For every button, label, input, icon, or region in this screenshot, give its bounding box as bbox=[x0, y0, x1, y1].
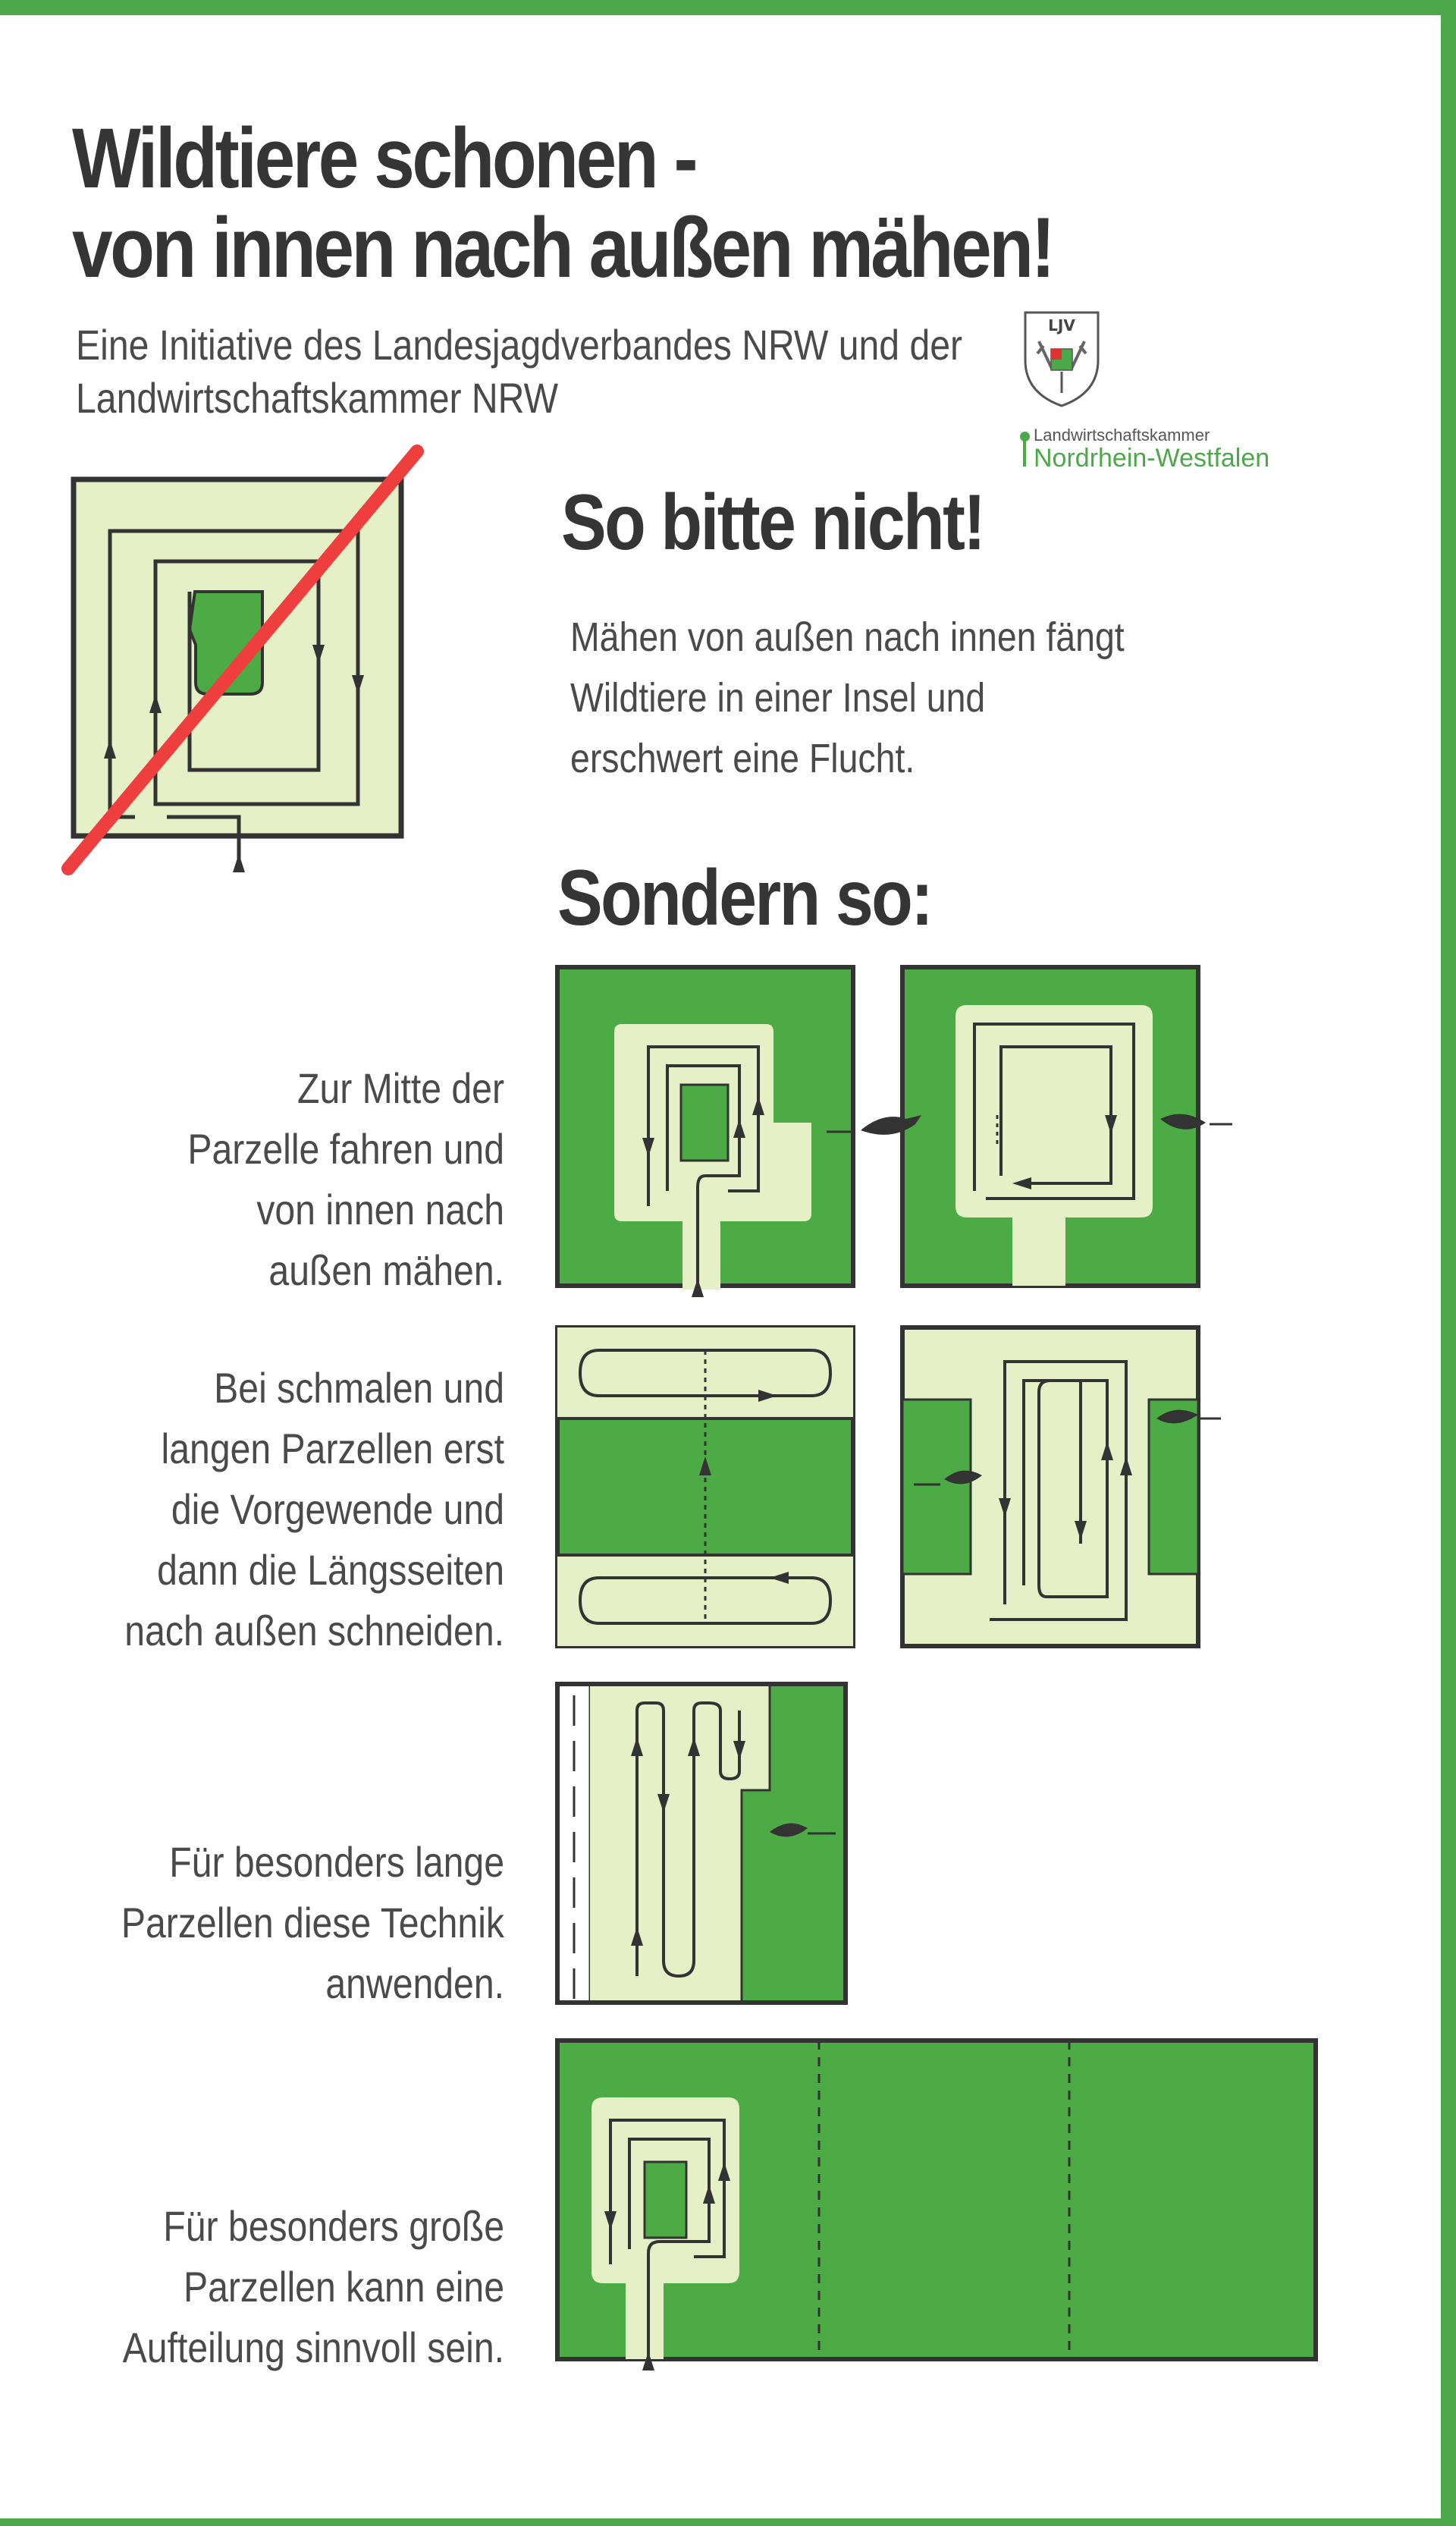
diagram-narrow-2 bbox=[899, 1324, 1240, 1650]
diagram-inner-out-1 bbox=[554, 963, 864, 1312]
instruction-2-line-1: Bei schmalen und bbox=[214, 1364, 504, 1412]
title-line-1: Wildtiere schonen - bbox=[72, 111, 696, 206]
wrong-description bbox=[570, 607, 1222, 789]
subtitle-line-1: Eine Initiative des Landesjagdverbandes NRW und der bbox=[76, 321, 963, 369]
instruction-1-line-2: Parzelle fahren und bbox=[187, 1125, 504, 1173]
wrong-mowing-diagram bbox=[46, 448, 425, 888]
subtitle-line-2: Landwirtschaftskammer NRW bbox=[76, 374, 559, 422]
instruction-3-line-1: Für besonders lange bbox=[169, 1838, 505, 1886]
lwk-logo bbox=[1020, 421, 1323, 474]
diagram-large-division bbox=[554, 2037, 1323, 2386]
instruction-3-line-3: anwenden. bbox=[325, 1959, 504, 2007]
instruction-4 bbox=[0, 2196, 504, 2378]
bottom-border bbox=[0, 2518, 1456, 2526]
diagram-inner-out-2 bbox=[899, 963, 1240, 1312]
instruction-2-line-5: nach außen schneiden. bbox=[124, 1607, 505, 1654]
lwk-line-2: Nordrhein-Westfalen bbox=[1034, 444, 1270, 473]
ljv-crest-icon bbox=[1016, 303, 1107, 410]
wrong-line-2: Wildtiere in einer Insel und bbox=[570, 675, 986, 721]
top-border bbox=[0, 0, 1456, 15]
instruction-1-line-3: von innen nach bbox=[256, 1186, 504, 1233]
instruction-4-line-2: Parzellen kann eine bbox=[183, 2263, 504, 2311]
lwk-line-1: Landwirtschaftskammer bbox=[1034, 426, 1210, 445]
diagram-long-technique bbox=[554, 1680, 872, 2006]
right-heading: Sondern so: bbox=[557, 854, 932, 942]
page-title bbox=[72, 111, 1053, 295]
diagram-narrow-1 bbox=[554, 1324, 864, 1650]
instruction-3-line-2: Parzellen diese Technik bbox=[121, 1899, 504, 1946]
instruction-1-line-1: Zur Mitte der bbox=[297, 1064, 504, 1112]
title-line-2: von innen nach außen mähen! bbox=[72, 200, 1053, 295]
instruction-2-line-4: dann die Längsseiten bbox=[157, 1546, 504, 1594]
instruction-1-line-4: außen mähen. bbox=[268, 1246, 504, 1294]
ljv-label: LJV bbox=[1048, 316, 1075, 335]
subtitle bbox=[76, 319, 989, 425]
instruction-3 bbox=[0, 1832, 504, 2014]
instruction-4-line-3: Aufteilung sinnvoll sein. bbox=[122, 2323, 504, 2371]
instruction-1 bbox=[48, 1058, 504, 1301]
instruction-2-line-3: die Vorgewende und bbox=[171, 1485, 504, 1533]
right-border bbox=[1441, 0, 1456, 2526]
instruction-2-line-2: langen Parzellen erst bbox=[161, 1425, 504, 1472]
wrong-line-3: erschwert eine Flucht. bbox=[570, 736, 915, 781]
wrong-heading: So bitte nicht! bbox=[561, 479, 984, 567]
instruction-2 bbox=[0, 1358, 504, 1661]
instruction-4-line-1: Für besonders große bbox=[163, 2202, 505, 2250]
wrong-line-1: Mähen von außen nach innen fängt bbox=[570, 614, 1125, 660]
